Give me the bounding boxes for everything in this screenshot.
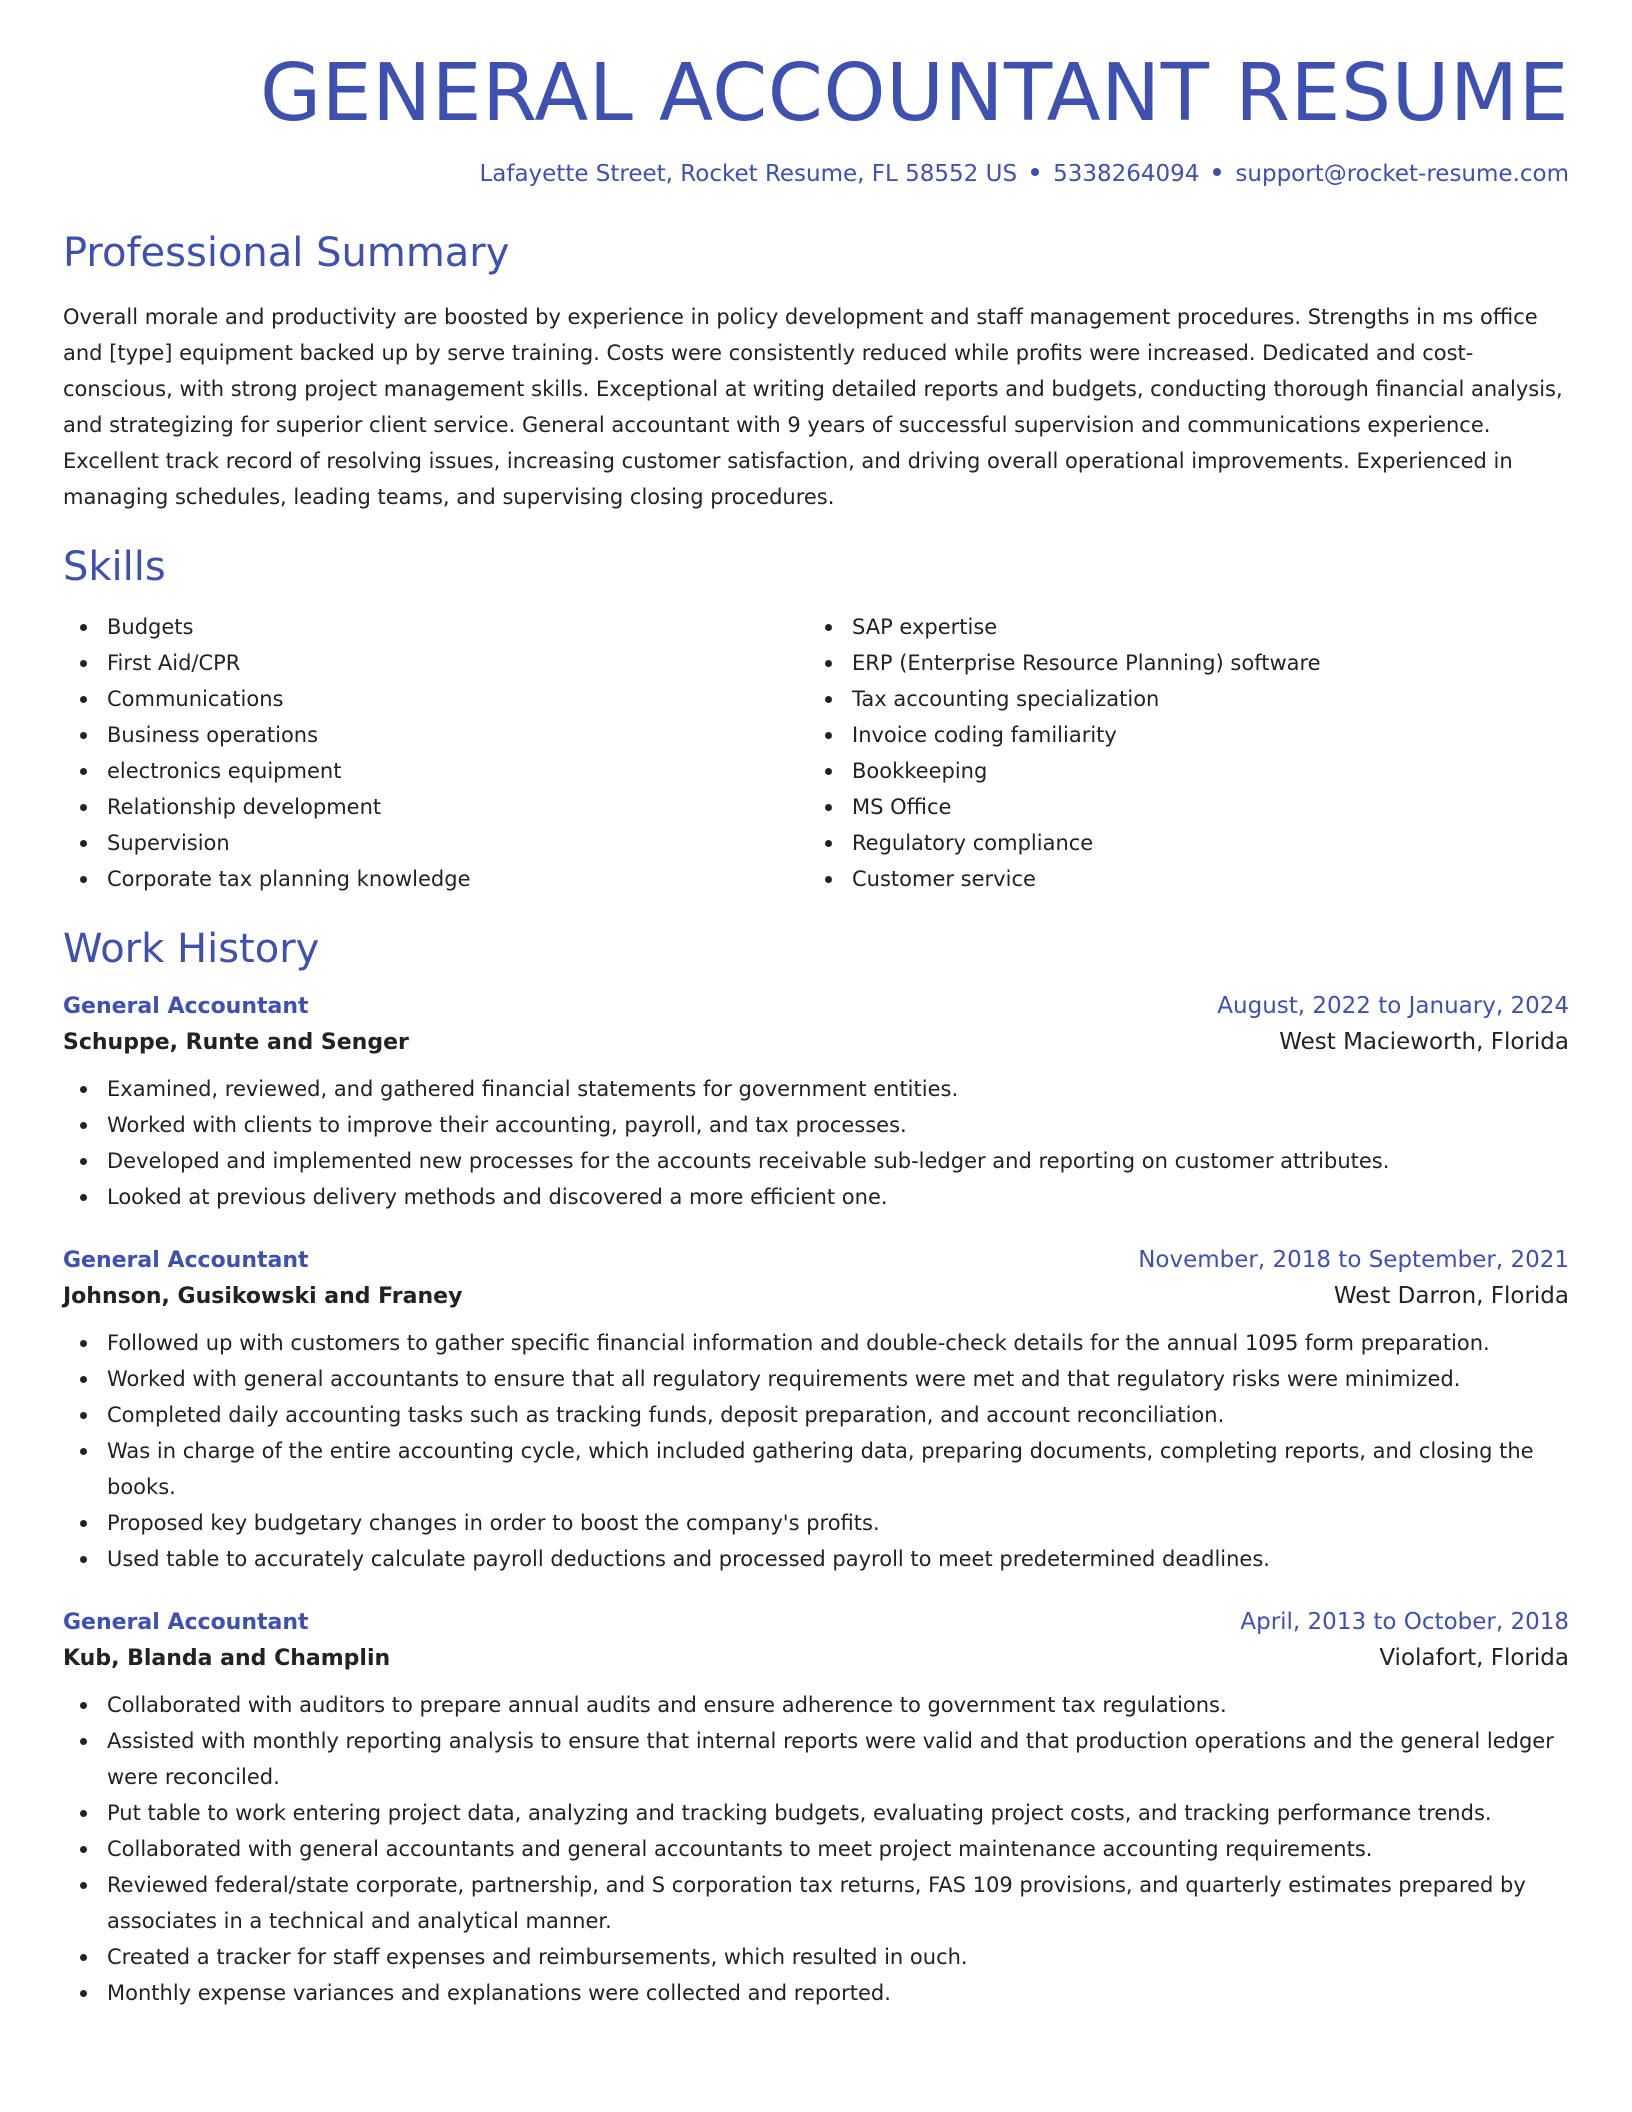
skills-list: [63, 609, 1569, 897]
skills-heading: Skills: [63, 543, 166, 590]
job-bullet: Worked with clients to improve their accounting, payroll, and tax processes.: [63, 1107, 1569, 1143]
job-bullets: [63, 1325, 1569, 1577]
job-bullet: Reviewed federal/state corporate, partnership, and S corporation tax returns, FAS 109 provisions, and quarterly estimates prepared by associates in a technical and analytical manner.: [63, 1867, 1569, 1939]
skill-item: Regulatory compliance: [816, 825, 1569, 861]
skills-column-right: [816, 609, 1569, 897]
job-title: General Accountant: [63, 993, 309, 1019]
skill-item: Communications: [63, 681, 816, 717]
skill-item: Customer service: [816, 861, 1569, 897]
skill-item: Business operations: [63, 717, 816, 753]
skill-item: First Aid/CPR: [63, 645, 816, 681]
job-dates: November, 2018 to September, 2021: [1138, 1246, 1569, 1273]
contact-line: [63, 161, 1569, 187]
skill-item: Supervision: [63, 825, 816, 861]
job-subheader: [63, 1283, 1569, 1309]
job-subheader: [63, 1645, 1569, 1671]
job-bullet: Used table to accurately calculate payroll deductions and processed payroll to meet predetermined deadlines.: [63, 1541, 1569, 1577]
job-company: Schuppe, Runte and Senger: [63, 1029, 409, 1055]
work-history-heading: Work History: [63, 925, 320, 972]
job-bullet: Monthly expense variances and explanations were collected and reported.: [63, 1975, 1569, 2011]
job-bullet: Completed daily accounting tasks such as tracking funds, deposit preparation, and account reconciliation.: [63, 1397, 1569, 1433]
job-bullet: Developed and implemented new processes for the accounts receivable sub-ledger and reporting on customer attributes.: [63, 1143, 1569, 1179]
job-dates: August, 2022 to January, 2024: [1217, 992, 1569, 1019]
summary-heading: Professional Summary: [63, 229, 510, 276]
skill-item: Tax accounting specialization: [816, 681, 1569, 717]
job-entry: [63, 1247, 1569, 1577]
skill-item: MS Office: [816, 789, 1569, 825]
job-company: Kub, Blanda and Champlin: [63, 1645, 391, 1671]
job-bullets: [63, 1687, 1569, 2011]
separator-dot-icon: [1213, 168, 1221, 176]
job-bullet: Put table to work entering project data, analyzing and tracking budgets, evaluating project costs, and tracking performance trends.: [63, 1795, 1569, 1831]
job-header: [63, 993, 1569, 1019]
resume-header: [63, 47, 1569, 187]
job-bullet: Was in charge of the entire accounting cycle, which included gathering data, preparing documents, completing reports, and closing the books.: [63, 1433, 1569, 1505]
job-title: General Accountant: [63, 1609, 309, 1635]
skills-column-left: [63, 609, 816, 897]
job-bullets: [63, 1071, 1569, 1215]
job-bullet: Collaborated with auditors to prepare annual audits and ensure adherence to government tax regulations.: [63, 1687, 1569, 1723]
job-bullet: Collaborated with general accountants and general accountants to meet project maintenance accounting requirements.: [63, 1831, 1569, 1867]
skill-item: Invoice coding familiarity: [816, 717, 1569, 753]
job-header: [63, 1609, 1569, 1635]
job-bullet: Worked with general accountants to ensure that all regulatory requirements were met and that regulatory risks were minimized.: [63, 1361, 1569, 1397]
job-entry: [63, 1609, 1569, 2011]
job-entry: [63, 993, 1569, 1215]
job-company: Johnson, Gusikowski and Franey: [63, 1283, 463, 1309]
summary-text: Overall morale and productivity are boosted by experience in policy development and staff management procedures. Strengths in ms office and [type] equipment backed up by serve training. Costs were consistently reduced while profits were increased. Dedicated and cost-conscious, with strong project management skills. Exceptional at writing detailed reports and budgets, conducting thorough financial analysis, and strategizing for superior client service. General accountant with 9 years of successful supervision and communications experience. Excellent track record of resolving issues, increasing customer satisfaction, and driving overall operational improvements. Experienced in managing schedules, leading teams, and supervising closing procedures.: [63, 304, 1563, 509]
skill-item: Bookkeeping: [816, 753, 1569, 789]
contact-email: support@rocket-resume.com: [1235, 160, 1569, 187]
skill-item: electronics equipment: [63, 753, 816, 789]
contact-address: Lafayette Street, Rocket Resume, FL 58552 US: [479, 160, 1018, 187]
job-bullet: Examined, reviewed, and gathered financial statements for government entities.: [63, 1071, 1569, 1107]
job-location: West Darron, Florida: [1333, 1282, 1569, 1309]
job-header: [63, 1247, 1569, 1273]
job-location: Violafort, Florida: [1379, 1644, 1569, 1671]
skill-item: Budgets: [63, 609, 816, 645]
job-location: West Macieworth, Florida: [1279, 1028, 1569, 1055]
skill-item: Corporate tax planning knowledge: [63, 861, 816, 897]
job-title: General Accountant: [63, 1247, 309, 1273]
job-subheader: [63, 1029, 1569, 1055]
skill-item: Relationship development: [63, 789, 816, 825]
job-bullet: Proposed key budgetary changes in order to boost the company's profits.: [63, 1505, 1569, 1541]
job-bullet: Created a tracker for staff expenses and reimbursements, which resulted in ouch.: [63, 1939, 1569, 1975]
job-bullet: Looked at previous delivery methods and discovered a more efficient one.: [63, 1179, 1569, 1215]
resume-title: GENERAL ACCOUNTANT RESUME: [259, 47, 1569, 139]
job-bullet: Followed up with customers to gather specific financial information and double-check details for the annual 1095 form preparation.: [63, 1325, 1569, 1361]
separator-dot-icon: [1031, 168, 1039, 176]
job-dates: April, 2013 to October, 2018: [1240, 1608, 1569, 1635]
skill-item: SAP expertise: [816, 609, 1569, 645]
job-bullet: Assisted with monthly reporting analysis to ensure that internal reports were valid and that production operations and the general ledger were reconciled.: [63, 1723, 1569, 1795]
skill-item: ERP (Enterprise Resource Planning) software: [816, 645, 1569, 681]
contact-phone: 5338264094: [1053, 160, 1200, 187]
